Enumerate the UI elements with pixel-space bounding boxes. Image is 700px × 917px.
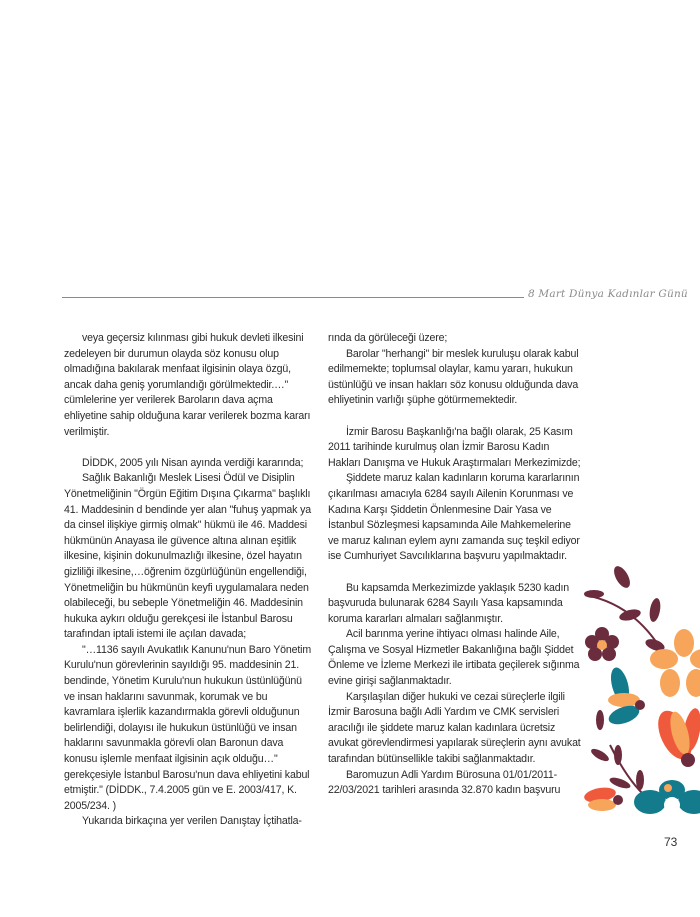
paragraph: rında da görüleceği üzere; [328,332,448,344]
paragraph: Sağlık Bakanlığı Meslek Lisesi Ödül ve Disiplin Yönetmeliğinin "Örgün Eğitim Dışına Çıkarma" başlıklı 41. Maddesinin d bendinde yer alan "fuhuş yapmak ya da cinsel ilişkiye girmiş olmak" hükmü ile 46. Maddesi hükmünün Anayasa ile güvence altına alınan eşitlik ilkesine, kişinin dokunulmazlığı ilkesine, özel hayatın gizliliği ilkesine,…öğrenim özgürlüğünün engellendiği, Yönetmeliğin bu hükmünün keyfi uygulamalara neden olabileceği, bu sebeple Yönetmeliğin 46. Maddesinin hukuka aykırı olduğu gerekçesi ile İstanbul Barosu tarafından iptali istemi ile açılan davada; [64,472,311,641]
running-title: 8 Mart Dünya Kadınlar Günü [528,288,688,300]
header-rule [62,297,524,298]
paragraph: Şiddete maruz kalan kadınların koruma kararlarının çıkarılması amacıyla 6284 sayılı Ailenin Korunması ve Kadına Karşı Şiddetin Önlenmesine Dair Yasa ve İstanbul Sözleşmesi kapsamında Aile Mahkemelerine ve maruz kalınan eylem aynı zamanda suç teşkil ediyor ise Cumhuriyet Savcılıklarına başvuru yapılmaktadır. [328,472,580,563]
paragraph: İzmir Barosu Başkanlığı'na bağlı olarak, 25 Kasım 2011 tarihinde kurulmuş olan İzmir Barosu Kadın Hakları Danışma ve Hukuk Araştırmaları Merkezimizde; [328,425,581,469]
right-column [328,331,584,799]
paragraph: Yukarıda birkaçına yer verilen Danıştay İçtihatla- [82,815,302,828]
left-column [64,331,312,830]
paragraph: Karşılaşılan diğer hukuki ve cezai süreçlerle ilgili İzmir Barosuna bağlı Adli Yardım ve CMK servisleri aracılığı ile şiddete maruz kalan kadınlara ücretsiz avukat görevlendirmesi yapılarak süreçlerin aynı avukat tarafından bütünsellikle takibi sağlanmaktadır. [328,690,581,766]
paragraph: veya geçersiz kılınması gibi hukuk devleti ilkesini zedeleyen bir durumun olayda söz konusu olup olmadığına bakılarak menfaat ilgisinin olaya özgü, ancak daha geniş yorumlandığı görülmektedir.…" cümlelerine yer verilerek Baroların dava açma ehliyetine sahip olduğuna karar verilerek bozma kararı verilmiştir. [64,332,311,438]
paragraph: Barolar "herhangi" bir meslek kuruluşu olarak kabul edilmemekte; toplumsal olaylar, kamu yararı, hukukun üstünlüğü ve insan hakları söz konusu olduğunda dava ehliyetinin varlığı şüphe götürmemektedir. [328,347,579,407]
paragraph: Bu kapsamda Merkezimizde yaklaşık 5230 kadın başvuruda bulunarak 6284 Sayılı Yasa kapsamında koruma kararları almaları sağlanmıştır. [328,581,570,625]
paragraph: Baromuzun Adli Yardım Bürosuna 01/01/2011-22/03/2021 tarihleri arasında 32.870 kadın başvuru [328,768,561,797]
paragraph: Acil barınma yerine ihtiyacı olması halinde Aile, Çalışma ve Sosyal Hizmetler Bakanlığına bağlı Şiddet Önleme ve İzleme Merkezi ile irtibata geçilerek sığınma evine girişi sağlanmaktadır. [328,628,580,688]
paragraph: "…1136 sayılı Avukatlık Kanunu'nun Baro Yönetim Kurulu'nun görevlerinin sayıldığı 95. maddesinin 21. bendinde, Yönetim Kurulu'nun hukukun üstünlüğünü ve insan haklarını savunmak, korumak ve bu kavramlara işlerlik kazandırmakla görevli olduğunun belirlendiği, dolayısı ile hukukun üstünlüğü ve insan haklarını savunmakla görevli olan Baronun dava konusu işlemle menfaat ilgisinin açık olduğu…" gerekçesiyle İstanbul Barosu'nun dava ehliyetini kabul etmiştir." (DİDDK., 7.4.2005 gün ve E. 2003/417, K. 2005/234. ) [64,643,312,812]
paragraph: DİDDK, 2005 yılı Nisan ayında verdiği kararında; [82,456,304,469]
page-number: 73 [664,835,678,849]
floral-illustration-icon [580,555,700,815]
